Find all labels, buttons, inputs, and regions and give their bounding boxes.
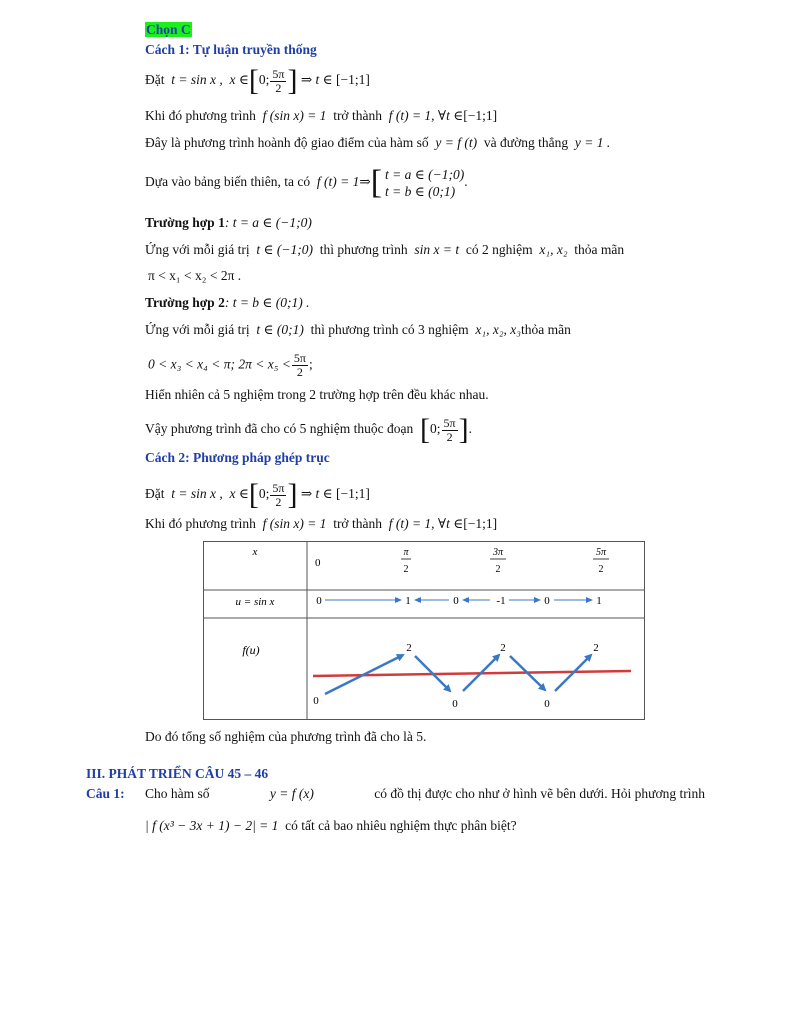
u-val-5: 1 [596,595,602,607]
method2-title: Cách 2: Phương pháp ghép trục [145,450,330,465]
u-val-0: 0 [316,595,322,607]
hien-nhien-line: Hiển nhiên cả 5 nghiệm trong 2 trường hợp trên đều khác nhau. [145,387,489,402]
f-val-2: 0 [452,698,458,710]
row-label-f: f(u) [242,643,260,657]
do-do-line: Do đó tổng số nghiệm của phương trình đã cho là 5. [145,729,427,744]
substitution-line-2: Đặt t = sin x , x ∈[0; $\frac{5\pi}{2}$ ] ⇒ t ∈ [−1;1] [145,478,370,511]
khi-do-line-1: Khi đó phương trình f (sin x) = 1 trở thành f (t) = 1, ∀t ∈[−1;1] [145,108,498,123]
cau1-line-1-text: Cho hàm số y = f (x) có đồ thị được cho như ở hình vẽ bên dưới. Hỏi phương trình [145,786,705,801]
cau1-line-2: | f (x³ − 3x + 1) − 2| = 1 có tất cả bao nhiêu nghiệm thực phân biệt? [145,818,517,833]
u-val-4: 0 [544,595,550,607]
case1-line: Trường hợp 1: t = a ∈ (−1;0) [145,215,312,230]
conclusion-line: Vậy phương trình đã cho có 5 nghiệm thuộc đoạn [0; $\frac{5\pi}{2}$ ]. [145,413,472,446]
x-val-3-num: 5π [595,547,607,558]
f-val-4: 0 [544,698,550,710]
u-val-3: -1 [496,595,506,607]
u-val-2: 0 [453,595,459,607]
x-val-2-den: 2 [495,564,501,575]
method1-title: Cách 1: Tự luận truyền thống [145,42,317,57]
f-val-1: 2 [406,642,412,654]
case2-line: Trường hợp 2: t = b ∈ (0;1) . [145,295,310,310]
row-label-x: x [252,546,258,558]
choice-label: Chọn C [146,22,191,37]
x-val-1-num: π [403,547,409,558]
f-val-5: 2 [593,642,599,654]
case1-detail: Ứng với mỗi giá trị t ∈ (−1;0) thì phương trình sin x = t có 2 nghiệm x₁, x₂ thỏa mãn [145,242,625,257]
cau1-line-1: Câu 1: [86,786,125,801]
substitution-line-1: Đặt t = sin x , x ∈[0; $\frac{5\pi}{2}$ ] ⇒ t ∈ [−1;1] [145,64,370,97]
case1-inequality: π < x₁ < x₂ < 2π . [148,268,242,283]
x-val-3-den: 2 [598,564,604,575]
x-val-0: 0 [315,557,321,569]
x-val-2-num: 3π [492,547,504,558]
dua-vao-line: Dựa vào bảng biến thiên, ta có f (t) = 1⇒ [ t = a ∈ (−1;0) t = b ∈ (0;1) . [145,164,468,201]
khi-do-line-2: Khi đó phương trình f (sin x) = 1 trở thành f (t) = 1, ∀t ∈[−1;1] [145,516,498,531]
x-val-1-den: 2 [403,564,409,575]
f-val-0: 0 [313,695,319,707]
day-la-line: Đây là phương trình hoành độ giao điểm của hàm số y = f (t) và đường thẳng y = 1 . [145,135,611,150]
f-val-3: 2 [500,642,506,654]
u-val-1: 1 [405,595,411,607]
row-label-u: u = sin x [235,596,275,608]
section-title: III. PHÁT TRIỂN CÂU 45 – 46 [86,766,269,781]
variation-table [203,541,645,720]
table-border [204,542,645,720]
case2-inequality: 0 < x₃ < x₄ < π; 2π < x₅ < $\frac{5\pi}{2}$ ; [148,351,313,379]
case2-detail: Ứng với mỗi giá trị t ∈ (0;1) thì phương trình có 3 nghiệm x₁, x₂, x₃thỏa mãn [145,322,571,337]
